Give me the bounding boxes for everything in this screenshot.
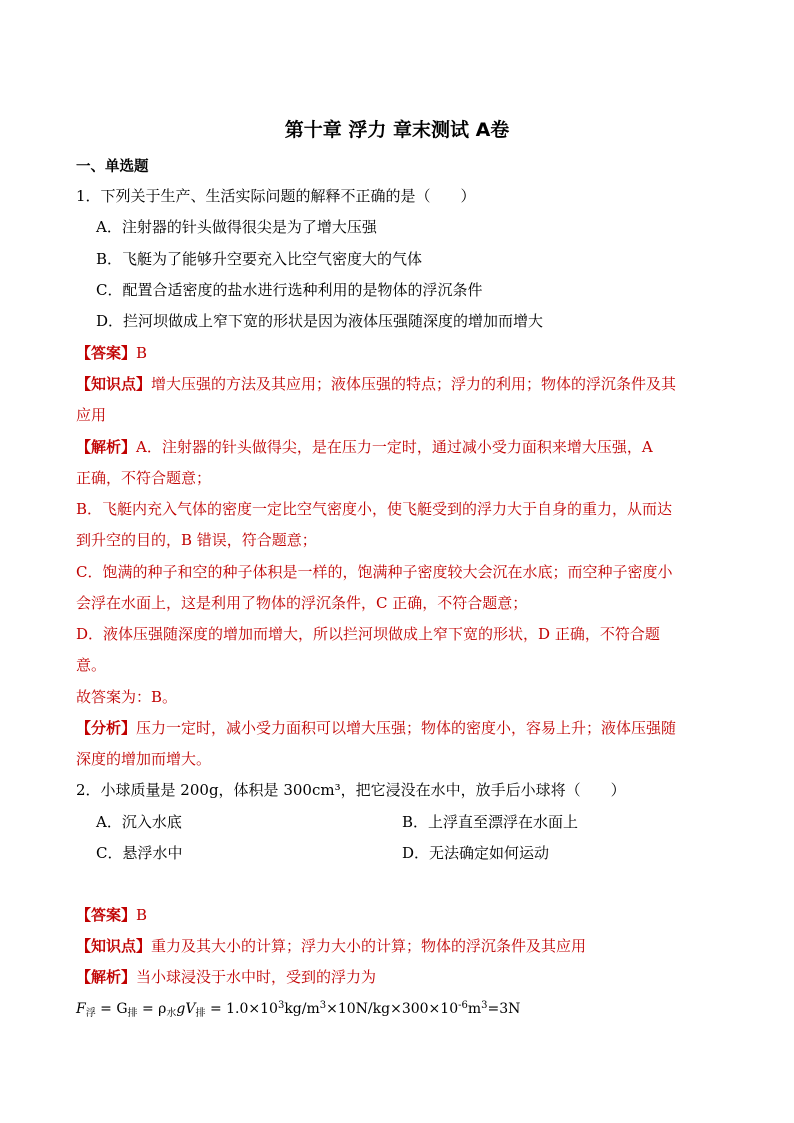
knowledge-point-text: 增大压强的方法及其应用；液体压强的特点；浮力的利用；物体的浮沉条件及其 bbox=[151, 375, 677, 393]
q2-answer bbox=[76, 904, 147, 925]
q1-option-d: D．拦河坝做成上窄下宽的形状是因为液体压强随深度的增加而增大 bbox=[96, 312, 544, 330]
explanation-line: C．饱满的种子和空的种子体积是一样的，饱满种子密度较大会沉在水底；而空种子密度小 bbox=[76, 563, 673, 581]
analysis-text: 压力一定时，减小受力面积可以增大压强；物体的密度小，容易上升；液体压强随 bbox=[136, 719, 677, 737]
explanation-text: A．注射器的针头做得尖，是在压力一定时，通过减小受力面积来增大压强，A bbox=[136, 438, 653, 456]
q2-knowledge-point bbox=[76, 935, 586, 956]
q2-option-b: B．上浮直至漂浮在水面上 bbox=[402, 813, 579, 831]
answer-tag: 【答案】 bbox=[76, 344, 137, 362]
q2-option-d: D．无法确定如何运动 bbox=[402, 844, 550, 862]
q1-analysis-cont: 深度的增加而增大。 bbox=[76, 750, 212, 768]
q2-explanation bbox=[76, 966, 376, 987]
explanation-line: B．飞艇内充入气体的密度一定比空气密度小，使飞艇受到的浮力大于自身的重力，从而达 bbox=[76, 500, 673, 518]
q1-conclusion: 故答案为：B。 bbox=[76, 688, 178, 706]
explanation-tag: 【解析】 bbox=[76, 968, 137, 986]
q1-knowledge-point bbox=[76, 373, 676, 394]
explanation-text: 当小球浸没于水中时，受到的浮力为 bbox=[136, 968, 377, 986]
q1-option-a: A．注射器的针头做得很尖是为了增大压强 bbox=[96, 218, 377, 236]
q1-option-b: B．飞艇为了能够升空要充入比空气密度大的气体 bbox=[96, 250, 423, 268]
knowledge-point-text: 重力及其大小的计算；浮力大小的计算；物体的浮沉条件及其应用 bbox=[151, 937, 587, 955]
q1-analysis bbox=[76, 717, 676, 738]
q1-answer bbox=[76, 342, 147, 363]
answer-value: B bbox=[136, 344, 148, 362]
answer-tag: 【答案】 bbox=[76, 906, 137, 924]
q2-stem: 2．小球质量是 200g，体积是 300cm³，把它浸没在水中，放手后小球将（ ） bbox=[76, 781, 626, 799]
explanation-line: D．液体压强随深度的增加而增大，所以拦河坝做成上窄下宽的形状，D 正确，不符合题 bbox=[76, 625, 660, 643]
analysis-tag: 【分析】 bbox=[76, 719, 137, 737]
knowledge-point-tag: 【知识点】 bbox=[76, 375, 152, 393]
page-title: 第十章 浮力 章末测试 A卷 bbox=[284, 119, 510, 141]
q1-option-c: C．配置合适密度的盐水进行选种利用的是物体的浮沉条件 bbox=[96, 281, 483, 299]
answer-value: B bbox=[136, 906, 148, 924]
explanation-tag: 【解析】 bbox=[76, 438, 137, 456]
explanation-line: 会浮在水面上，这是利用了物体的浮沉条件，C 正确，不符合题意； bbox=[76, 594, 528, 612]
q1-knowledge-point-cont: 应用 bbox=[76, 406, 107, 424]
explanation-line: 到升空的目的，B 错误，符合题意； bbox=[76, 531, 317, 549]
q2-option-a: A．沉入水底 bbox=[96, 813, 182, 831]
q1-explanation bbox=[76, 436, 653, 457]
knowledge-point-tag: 【知识点】 bbox=[76, 937, 152, 955]
explanation-line: 意。 bbox=[76, 656, 107, 674]
section-heading: 一、单选题 bbox=[76, 159, 149, 175]
explanation-line: 正确，不符合题意； bbox=[76, 469, 212, 487]
q2-option-c: C．悬浮水中 bbox=[96, 844, 183, 862]
buoyancy-formula: $F_浮 = G_排 = \rho_水gV_排 = 1.0\times 10^3kg/m^3\times 10N/kg\times 300\times 10^{-6}m^3=3N$ bbox=[76, 1000, 521, 1019]
q1-stem: 1．下列关于生产、生活实际问题的解释不正确的是（ ） bbox=[76, 187, 476, 205]
